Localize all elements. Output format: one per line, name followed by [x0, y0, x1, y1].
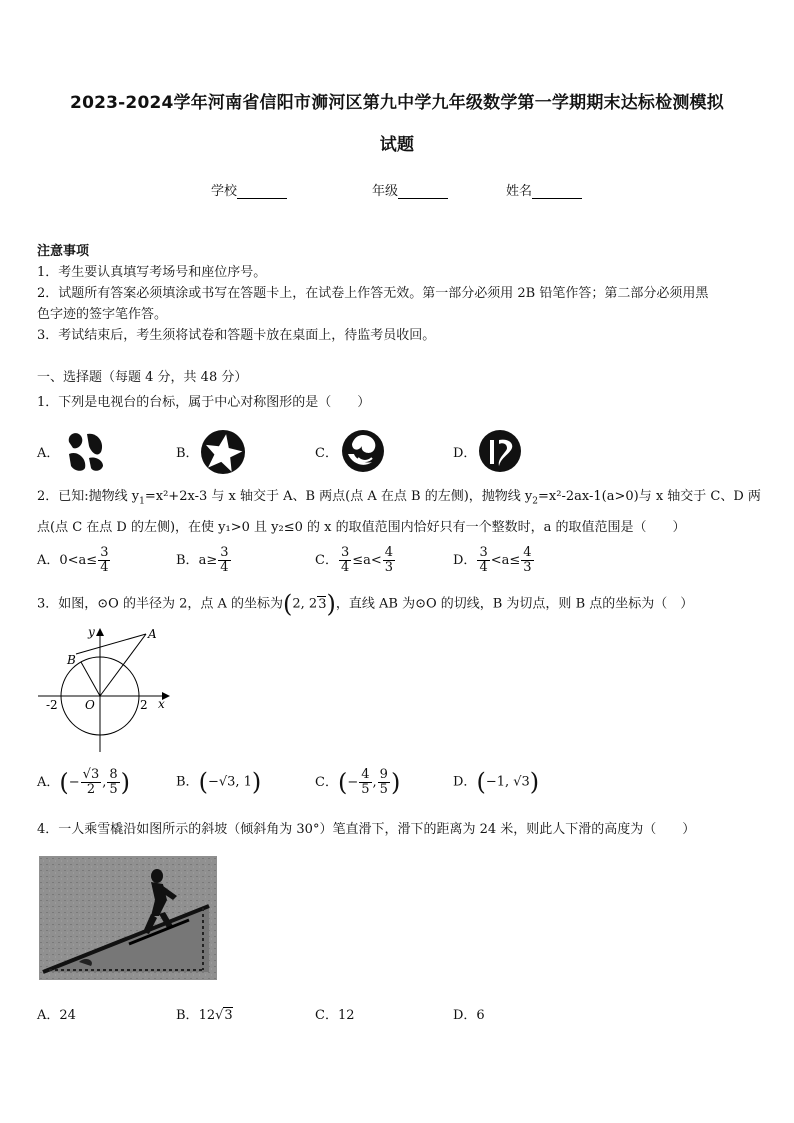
school-blank	[237, 186, 287, 199]
note-item: 1．考生要认真填写考场号和座位序号。	[37, 265, 267, 280]
fig-x-label: x	[158, 697, 165, 711]
q3-figure	[36, 622, 176, 757]
grade-field	[372, 180, 448, 199]
fig-y-label: y	[88, 625, 95, 639]
q3-option-c: C．(− $\frac{4}{5}$ , $\frac{9}{5}$ )	[315, 767, 401, 797]
q4-option-c: C．12	[315, 1008, 355, 1023]
q3-option-a: A．(− $\frac{√3}{2}$ , $\frac{8}{5}$ )	[37, 767, 131, 797]
fig-neg2-label: -2	[46, 698, 58, 712]
notes-heading: 注意事项	[37, 244, 90, 259]
q2-option-d: D． $\frac{3}{4}$ <a≤ $\frac{4}{3}$	[453, 545, 532, 575]
q2-option-a: A．0<a≤ $\frac{3}{4}$	[37, 545, 109, 575]
q4-option-a: A．24	[37, 1008, 76, 1023]
grade-label: 年级	[372, 184, 399, 199]
name-blank	[532, 186, 582, 199]
fig-b-label: B	[67, 653, 76, 667]
section-heading: 一、选择题（每题 4 分，共 48 分）	[37, 370, 248, 385]
q1-option-c-label: C．	[315, 446, 338, 461]
school-field	[211, 180, 287, 199]
q4-stem: 4．一人乘雪橇沿如图所示的斜坡（倾斜角为 30°）笔直滑下，滑下的距离为 24 米，则此人下滑的高度为（ ）	[37, 822, 696, 837]
name-label: 姓名	[506, 184, 533, 199]
q1-option-b-label: B．	[176, 446, 199, 461]
logo-a-icon	[63, 428, 109, 474]
sled-slope-photo	[39, 856, 217, 980]
q4-option-b: B．12√3	[176, 1008, 233, 1023]
q3-option-d: D．(−1, √3)	[453, 768, 540, 796]
q2-stem-line1: 2．已知:抛物线 $y_1=x^2+2x-3$ 与 x 轴交于 A、B 两点(点 A 在点 B 的左侧)，抛物线 $y_2=x^2-2ax-1(a>0)$与 x 轴交于 C、D 两	[37, 489, 761, 507]
logo-b-icon	[199, 428, 247, 476]
note-item: 2．试题所有答案必须填涂或书写在答题卡上，在试卷上作答无效。第一部分必须用 2B 铅笔作答；第二部分必须用黑	[37, 286, 709, 301]
note-item: 3．考试结束后，考生须将试卷和答题卡放在桌面上，待监考员收回。	[37, 328, 436, 343]
q2-option-b: B．a≥ $\frac{3}{4}$	[176, 545, 229, 575]
note-item: 色字迹的签字笔作答。	[37, 307, 168, 322]
q3-stem: 3．如图，⊙O 的半径为 2，点 A 的坐标为(2, 23)，直线 AB 为⊙O 的切线，B 为切点，则 B 点的坐标为（ ）	[37, 590, 694, 618]
fig-pos2-label: 2	[140, 698, 148, 712]
exam-title-line1: 2023-2024学年河南省信阳市浉河区第九中学九年级数学第一学期期末达标检测模拟	[70, 93, 724, 113]
q1-option-d-label: D．	[453, 446, 477, 461]
q2-stem-line2: 点(点 C 在点 D 的左侧)，在使 y₁>0 且 y₂≤0 的 x 的取值范围内恰好只有一个整数时，a 的取值范围是（ ）	[37, 520, 686, 535]
exam-title-line2: 试题	[379, 135, 415, 155]
name-field	[506, 180, 582, 199]
school-label: 学校	[211, 184, 238, 199]
grade-blank	[398, 186, 448, 199]
q1-stem: 1．下列是电视台的台标，属于中心对称图形的是（ ）	[37, 395, 371, 410]
logo-c-icon	[340, 428, 386, 474]
q3-option-b: B．(−√3, 1)	[176, 768, 262, 796]
logo-d-icon	[477, 428, 523, 474]
fig-o-label: O	[85, 698, 95, 712]
q4-option-d: D．6	[453, 1008, 485, 1023]
q2-option-c: C． $\frac{3}{4}$ ≤a< $\frac{4}{3}$	[315, 545, 394, 575]
q1-option-a-label: A．	[37, 446, 60, 461]
fig-a-label: A	[148, 627, 157, 641]
